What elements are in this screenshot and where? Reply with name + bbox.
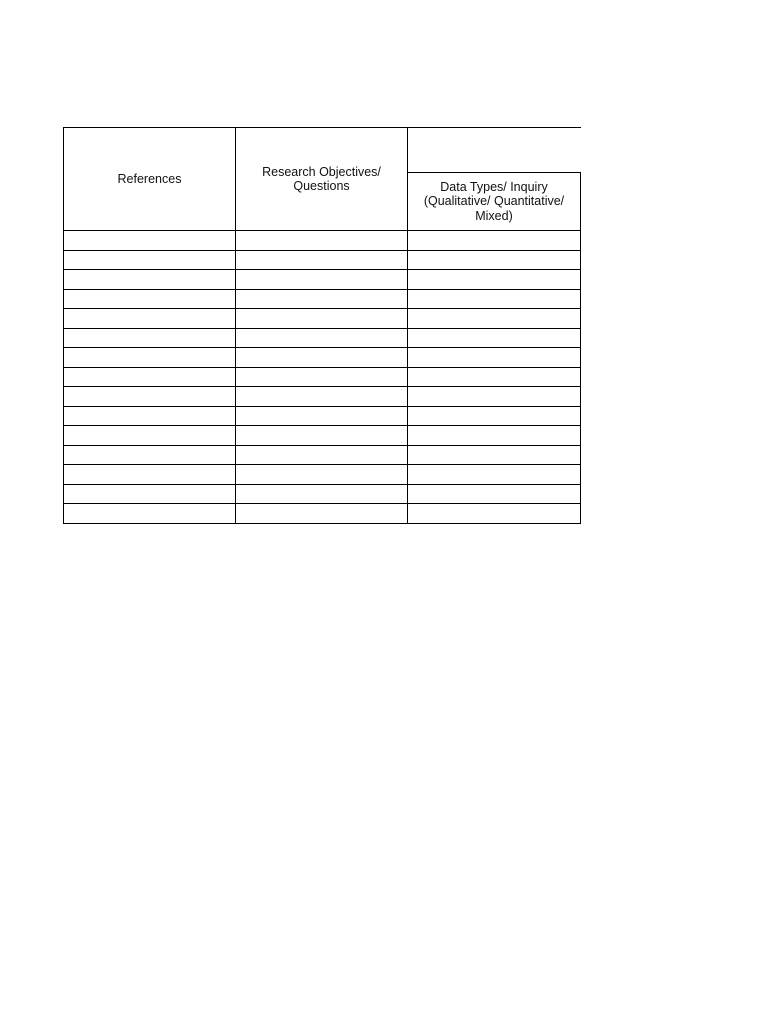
table-cell — [64, 231, 236, 251]
table-cell — [64, 289, 236, 309]
table-cell — [408, 328, 581, 348]
table-row — [64, 309, 581, 329]
table-cell — [408, 426, 581, 446]
table-row — [64, 406, 581, 426]
table-cell — [408, 367, 581, 387]
header-cell-references — [64, 128, 236, 231]
table-row — [64, 504, 581, 524]
header-label-research-objectives: Research Objectives/ Questions — [262, 164, 381, 193]
table-cell — [64, 445, 236, 465]
table-cell — [408, 231, 581, 251]
table-cell — [236, 406, 408, 426]
table-body — [64, 128, 581, 524]
table-row — [64, 484, 581, 504]
table-cell — [64, 387, 236, 407]
table-cell — [236, 328, 408, 348]
table-cell — [64, 426, 236, 446]
table-row — [64, 231, 581, 251]
table-cell — [408, 387, 581, 407]
table-cell — [236, 348, 408, 368]
table-cell — [64, 309, 236, 329]
table-row — [64, 445, 581, 465]
table-cell — [64, 484, 236, 504]
table-cell — [408, 250, 581, 270]
header-row-top — [64, 128, 581, 173]
table-cell — [64, 250, 236, 270]
table-cell — [236, 309, 408, 329]
table-cell — [236, 231, 408, 251]
table-cell — [408, 406, 581, 426]
table-cell — [408, 504, 581, 524]
table-cell — [408, 289, 581, 309]
table-cell — [408, 445, 581, 465]
header-cell-research-objectives — [236, 128, 408, 231]
table-cell — [236, 445, 408, 465]
header-cell-data-types — [408, 173, 581, 231]
header-label-data-types: Data Types/ Inquiry (Qualitative/ Quantitative/ Mixed) — [423, 179, 565, 223]
table-cell — [236, 387, 408, 407]
table-row — [64, 367, 581, 387]
table-row — [64, 270, 581, 290]
header-cell-group — [408, 128, 581, 173]
table-cell — [408, 270, 581, 290]
table-cell — [408, 348, 581, 368]
table-cell — [64, 348, 236, 368]
table-cell — [64, 367, 236, 387]
table-cell — [408, 484, 581, 504]
table-row — [64, 348, 581, 368]
table-cell — [64, 504, 236, 524]
table-cell — [236, 250, 408, 270]
table-cell — [236, 504, 408, 524]
table-row — [64, 328, 581, 348]
table-cell — [236, 426, 408, 446]
header-label-references: References — [117, 171, 182, 186]
table-cell — [64, 328, 236, 348]
table-cell — [236, 465, 408, 485]
table-cell — [236, 367, 408, 387]
table-row — [64, 465, 581, 485]
table-cell — [236, 270, 408, 290]
table-row — [64, 426, 581, 446]
table-cell — [408, 309, 581, 329]
table-cell — [64, 270, 236, 290]
table-cell — [236, 484, 408, 504]
literature-review-table — [63, 127, 581, 524]
table-row — [64, 250, 581, 270]
table-row — [64, 387, 581, 407]
table-cell — [236, 289, 408, 309]
table-row — [64, 289, 581, 309]
table-cell — [408, 465, 581, 485]
table-cell — [64, 406, 236, 426]
table-cell — [64, 465, 236, 485]
